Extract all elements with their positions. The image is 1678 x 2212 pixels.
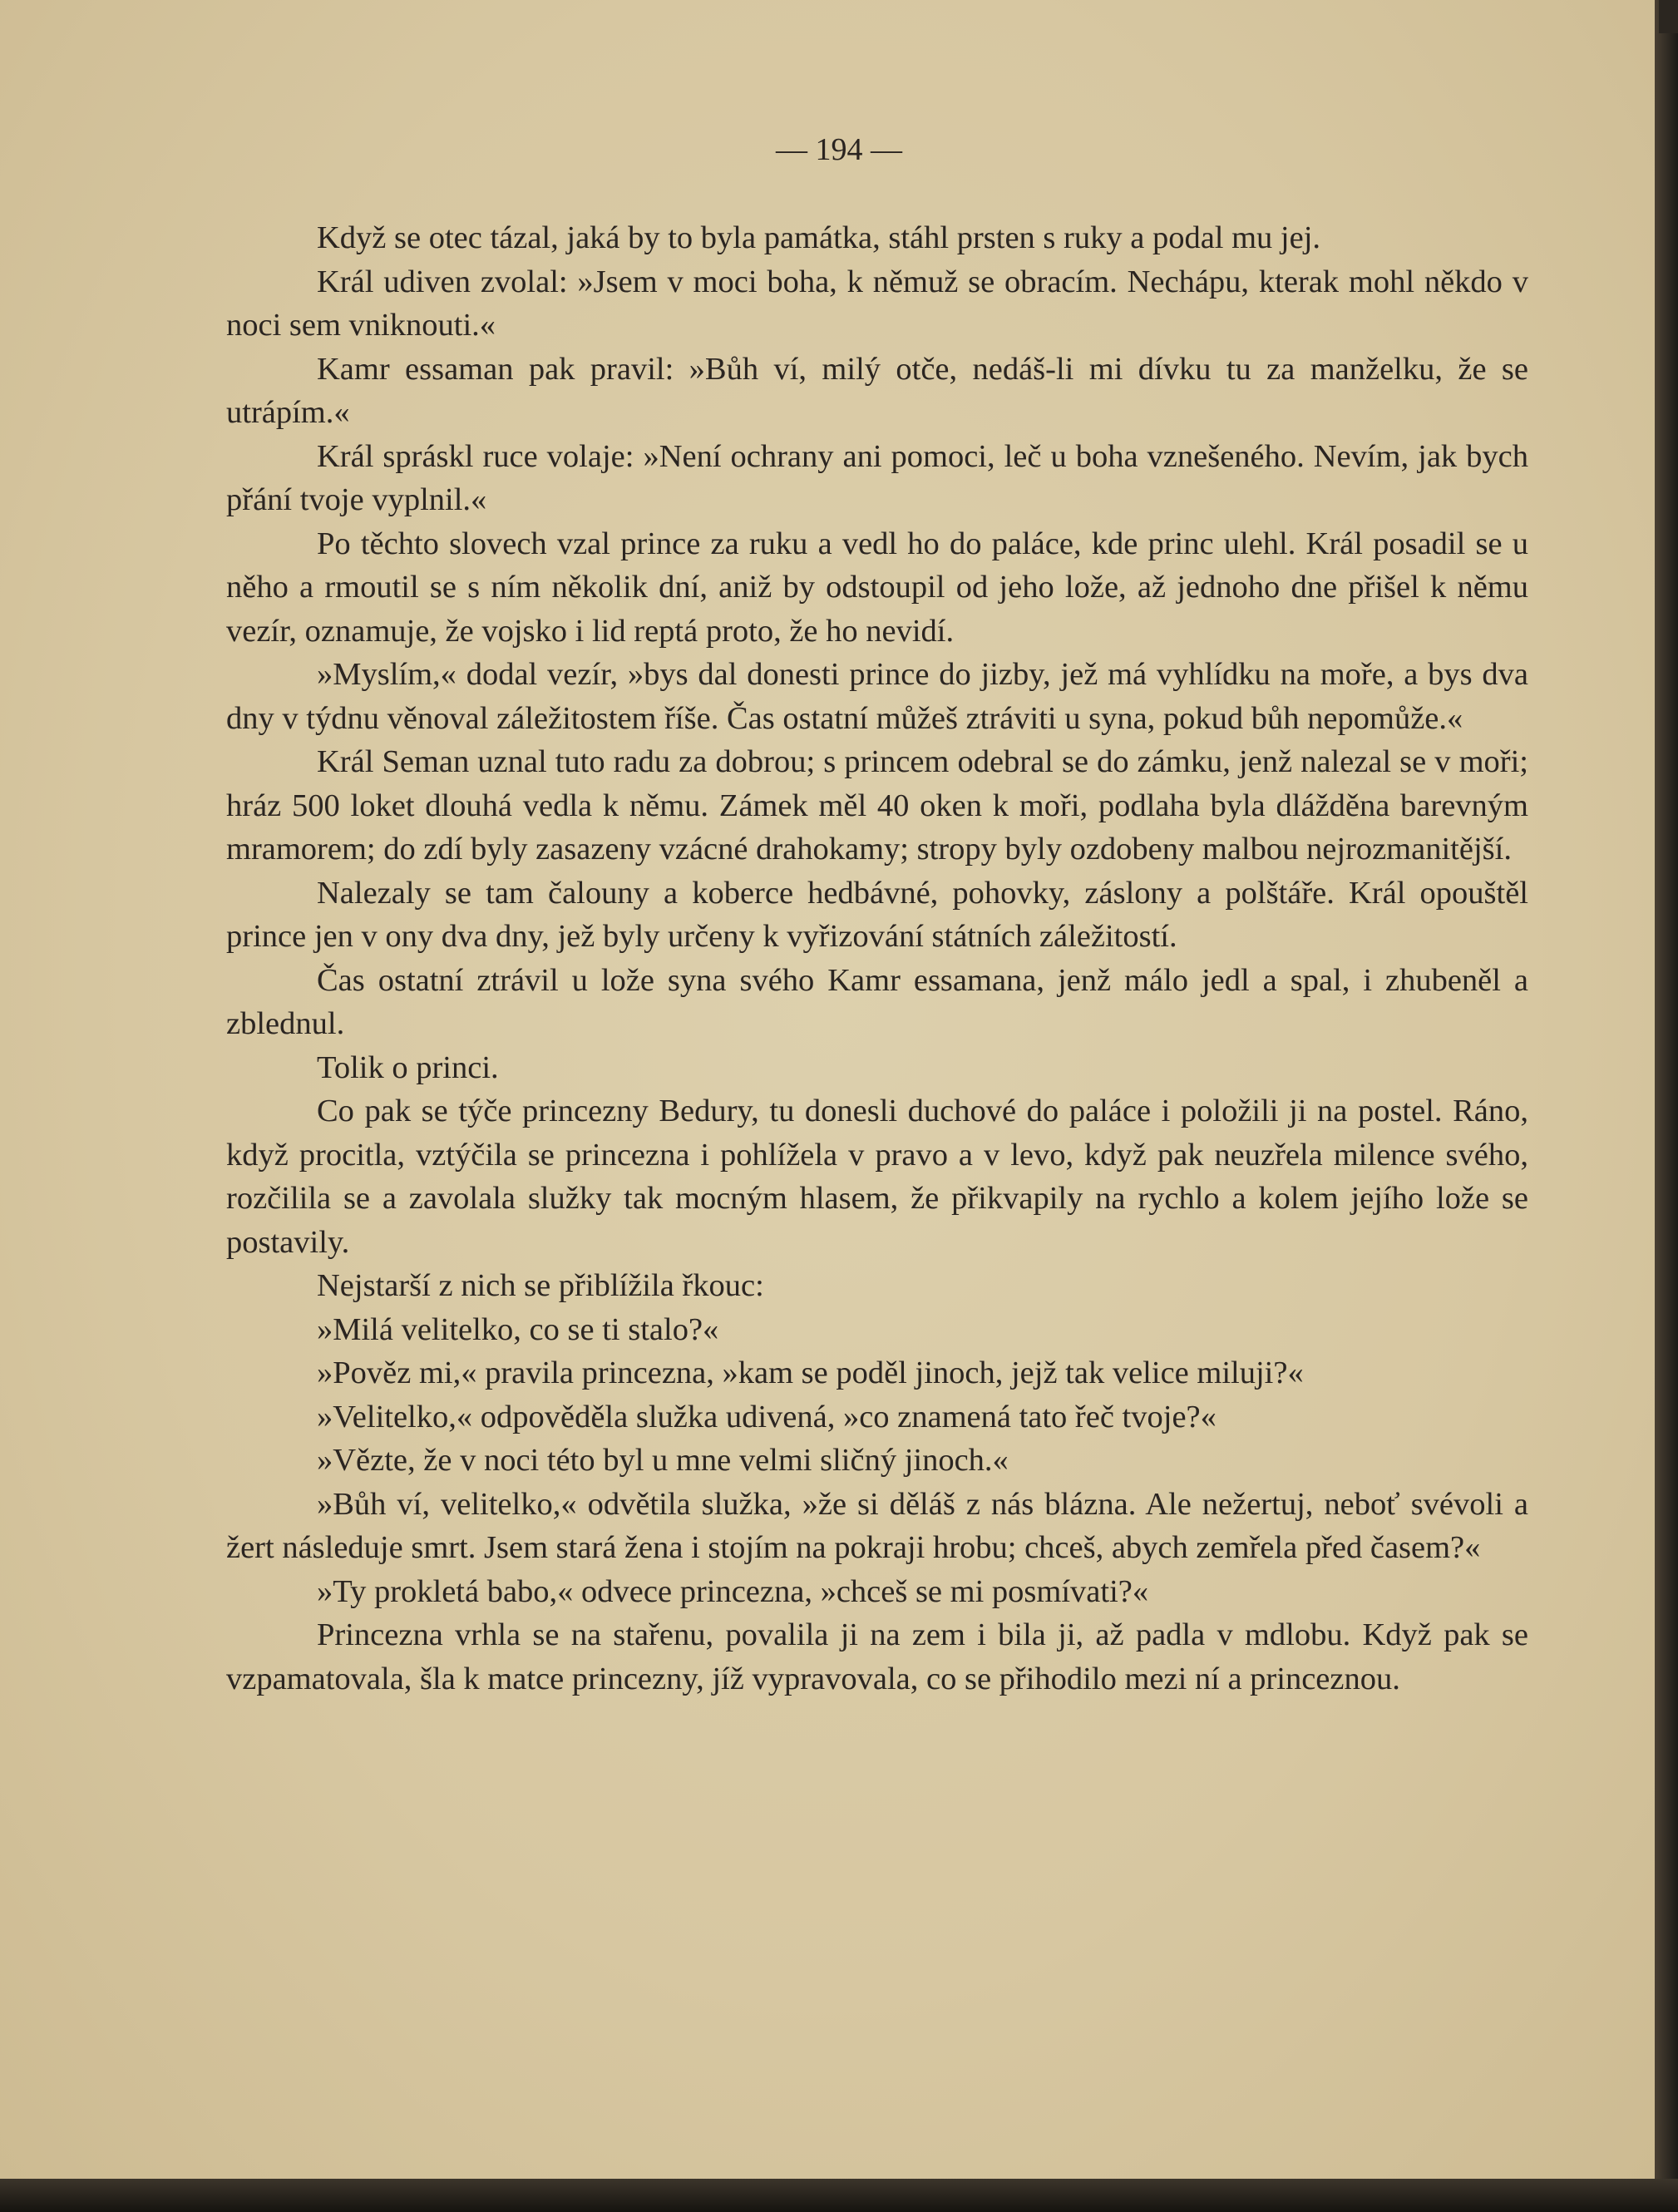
paragraph: »Milá velitelko, co se ti stalo?«: [317, 1311, 719, 1347]
paragraph: Král spráskl ruce volaje: »Není ochrany ani pomoci, leč u boha vznešeného. Nevím, jak bych přání tvoje vyplnil.«: [226, 438, 1528, 517]
paragraph: »Pověz mi,« pravila princezna, »kam se poděl jinoch, jejž tak velice miluji?«: [317, 1355, 1304, 1390]
paragraph: »Vězte, že v noci této byl u mne velmi sličný jinoch.«: [317, 1443, 1009, 1478]
paragraph: »Myslím,« dodal vezír, »bys dal donesti prince do jizby, jež má vyhlídku na moře, a bys dva dny v týdnu věnoval záležitostem říše. Čas ostatní můžeš ztráviti u syna, pokud bůh nepomůže.«: [226, 657, 1528, 736]
paragraph: Král Seman uznal tuto radu za dobrou; s princem odebral se do zámku, jenž nalezal se v moři; hráz 500 loket dlouhá vedla k němu. Zámek měl 40 oken k moři, podlaha byla dlážděna barevným mramorem; do zdí byly zasazeny vzácné drahokamy; stropy byly ozdobeny malbou nejrozmanitější.: [226, 744, 1528, 867]
paragraph: Král udiven zvolal: »Jsem v moci boha, k němuž se obracím. Nechápu, kterak mohl někdo v noci sem vniknouti.«: [226, 264, 1528, 343]
paragraph: »Bůh ví, velitelko,« odvětila služka, »že si děláš z nás blázna. Ale nežertuj, neboť svévoli a žert následuje smrt. Jsem stará žena i stojím na pokraji hrobu; chceš, abych zemřela před časem?«: [226, 1486, 1528, 1565]
paragraph: Co pak se týče princezny Bedury, tu donesli duchové do paláce i položili ji na postel. Ráno, když procitla, vztýčila se princezna i pohlížela v pravo a v levo, když pak neuzřela milence svého, rozčilila se a zavolala služky tak mocným hlasem, že přikvapily na rychlo a kolem jejího lože se postavily.: [226, 1094, 1528, 1260]
paragraph: »Velitelko,« odpověděla služka udivená, »co znamená tato řeč tvoje?«: [317, 1399, 1217, 1434]
page-number: — 194 —: [776, 132, 902, 167]
paragraph: Nejstarší z nich se přiblížila řkouc:: [317, 1268, 764, 1303]
paragraph: Princezna vrhla se na stařenu, povalila ji na zem i bila ji, až padla v mdlobu. Když pak se vzpamatovala, šla k matce princezny, jíž vypravovala, co se přihodilo mezi ní a princeznou.: [226, 1617, 1528, 1696]
paragraph: Čas ostatní ztrávil u lože syna svého Kamr essamana, jenž málo jedl a spal, i zhubeněl a zblednul.: [226, 962, 1528, 1041]
paragraph: Když se otec tázal, jaká by to byla památka, stáhl prsten s ruky a podal mu jej.: [317, 220, 1321, 255]
page-corner-mark: [1659, 0, 1678, 33]
page-bottom-shadow: [0, 2179, 1678, 2212]
paragraph: »Ty prokletá babo,« odvece princezna, »chceš se mi posmívati?«: [317, 1573, 1149, 1609]
paragraph: Tolik o princi.: [317, 1049, 499, 1085]
page-text: [226, 216, 1528, 1701]
paragraph: Nalezaly se tam čalouny a koberce hedbávné, pohovky, záslony a polštáře. Král opouštěl prince jen v ony dva dny, jež byly určeny k vyřizování státních záležitostí.: [226, 875, 1528, 954]
paragraph: Po těchto slovech vzal prince za ruku a vedl ho do paláce, kde princ ulehl. Král posadil se u něho a rmoutil se s ním několik dní, aniž by odstoupil od jeho lože, až jednoho dne přišel k němu vezír, oznamuje, že vojsko i lid reptá proto, že ho nevidí.: [226, 526, 1528, 649]
page-edge-shadow: [1655, 0, 1678, 2179]
paragraph: Kamr essaman pak pravil: »Bůh ví, milý otče, nedáš-li mi dívku tu za manželku, že se utrápím.«: [226, 351, 1528, 430]
